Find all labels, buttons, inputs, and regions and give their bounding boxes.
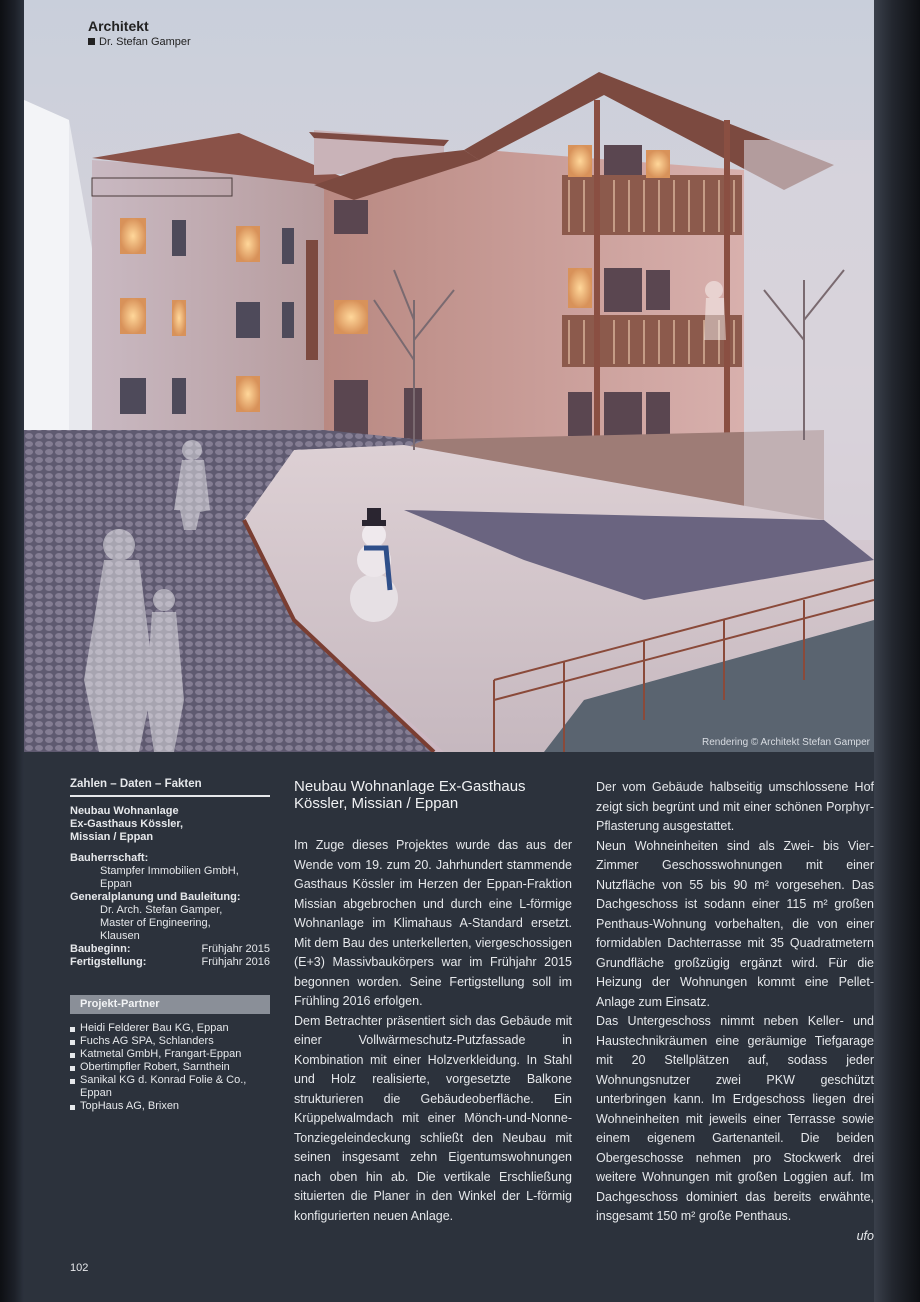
partners-heading: Projekt-Partner	[70, 995, 270, 1014]
square-bullet-icon	[88, 38, 95, 45]
article-paragraph: Neun Wohneinheiten sind als Zwei- bis Vier-Zimmer Geschosswohnungen mit einer Nutzfläche von 55 bis 90 m² vorgesehen. Das Dachgeschoss ist sodann einer 115 m² großen Penthaus-Wohnung vorbehalten, die von einer formidablen Dachterrasse mit 35 Quadratmetern Grundfläche großzügig ergänzt wird. Für die Heizung der Wohnungen kommt eine Pellet-Anlage zum Einsatz.	[596, 838, 874, 1009]
article-paragraph: Der vom Gebäude halbseitig umschlossene Hof zeigt sich begrünt und mit einer schönen Porphyr-Pflasterung ausgestattet.	[596, 780, 874, 833]
start-value: Frühjahr 2015	[201, 943, 270, 955]
client-line: Eppan	[100, 878, 132, 890]
architectural-rendering	[24, 0, 874, 752]
section-title: Architekt	[88, 18, 149, 34]
article-title-line: Kössler, Missian / Eppan	[294, 795, 459, 812]
section-header	[88, 18, 191, 48]
article-column-2	[596, 778, 874, 1246]
page-number: 102	[70, 1262, 89, 1274]
article-column-1	[294, 778, 572, 1226]
planning-value	[70, 904, 270, 943]
finish-value: Frühjahr 2016	[201, 956, 270, 968]
article-paragraph: Dem Betrachter präsentiert sich das Gebäude mit einer Vollwärmeschutz-Putzfassade in Kombination mit einer Holzverkleidung. In Stahl und Holz realisierte, vorgesetzte Balkone strukturieren die Gebäudeoberfläche. Ein Krüppelwalmdach mit einer Mönch-und-Nonne-Tonziegeleindeckung schließt den Neubau mit seinen insgesamt zehn Eigentumswohnungen nach oben hin ab. Die vertikale Erschließung situierten die Planer in den Winkel der L-förmig konfigurierten neuen Anlage.	[294, 1013, 572, 1223]
facts-heading: Zahlen – Daten – Fakten	[70, 778, 270, 797]
image-credit: Rendering © Architekt Stefan Gamper	[701, 737, 870, 748]
facts-project-line: Ex-Gasthaus Kössler,	[70, 818, 184, 830]
client-value	[70, 865, 270, 891]
client-line: Stampfer Immobilien GmbH,	[100, 865, 239, 877]
article-title-line: Neubau Wohnanlage Ex-Gasthaus	[294, 778, 526, 795]
planning-line: Master of Engineering,	[100, 917, 211, 929]
architect-name-text: Dr. Stefan Gamper	[99, 36, 191, 48]
partner-item: Fuchs AG SPA, Schlanders	[70, 1035, 270, 1048]
architect-name	[88, 36, 191, 48]
partners-list	[70, 1022, 270, 1113]
planning-line: Klausen	[100, 930, 140, 942]
left-binding-edge	[0, 0, 24, 1302]
facts-project-line: Missian / Eppan	[70, 831, 154, 843]
finish-label: Fertigstellung:	[70, 956, 147, 968]
start-label: Baubeginn:	[70, 943, 131, 955]
author-signature: ufo	[856, 1228, 874, 1243]
start-row	[70, 943, 270, 956]
facts-box	[70, 778, 270, 1113]
article-paragraph: Im Zuge dieses Projektes wurde das aus der Wende vom 19. zum 20. Jahrhundert stammende Gasthaus Kössler im Herzen der Eppan-Fraktion Missian abgebrochen und durch eine L-förmige Wohnanlage im Klimahaus A-Standard ersetzt. Mit dem Bau des unterkellerten, viergeschossigen (E+3) Massivbaukörpers war im Frühjahr 2015 begonnen worden. Seine Fertigstellung soll im Frühling 2016 erfolgen.	[294, 838, 572, 1008]
partner-item: Katmetal GmbH, Frangart-Eppan	[70, 1048, 270, 1061]
facts-project-line: Neubau Wohnanlage	[70, 805, 179, 817]
planning-line: Dr. Arch. Stefan Gamper,	[100, 904, 223, 916]
article-title	[294, 778, 572, 812]
right-page-edge	[874, 0, 920, 1302]
client-label: Bauherrschaft:	[70, 852, 149, 864]
partner-item: Sanikal KG d. Konrad Folie & Co., Eppan	[70, 1074, 270, 1100]
planning-label: Generalplanung und Bauleitung:	[70, 891, 241, 903]
article-paragraph: Das Untergeschoss nimmt neben Keller- und Haustechnikräumen eine geräumige Tiefgarage mit 20 Stellplätzen auf, sodass jeder Wohnungsnutzer zwei PKW geschützt unterbringen kann. Im Erdgeschoss liegen drei Wohneinheiten mit jeweils einer Terrasse sowie einem eigenem Gartenanteil. Die beiden Obergeschosse nehmen pro Stockwerk drei weitere Wohnungen mit großen Loggien auf. Im Dachgeschoss dominiert das bereits erwähnte, insgesamt 150 m² große Penthaus.	[596, 1014, 874, 1223]
facts-project-name	[70, 805, 270, 844]
text-area	[24, 752, 874, 1302]
partner-item: TopHaus AG, Brixen	[70, 1100, 270, 1113]
finish-row	[70, 956, 270, 969]
partner-item: Heidi Felderer Bau KG, Eppan	[70, 1022, 270, 1035]
partner-item: Obertimpfler Robert, Sarnthein	[70, 1061, 270, 1074]
